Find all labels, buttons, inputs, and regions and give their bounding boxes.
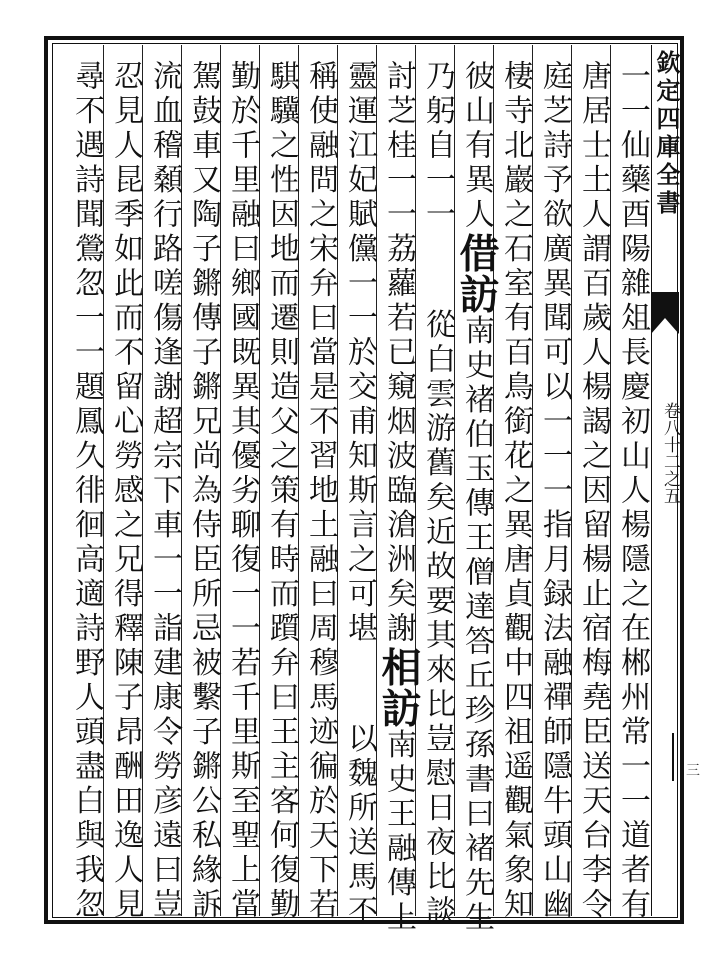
headword: 相訪 [375, 646, 422, 729]
text-column: 勤於千里融曰鄉國既異其優劣聊復一一若千里斯至聖上當 [225, 60, 260, 923]
text-column: 流血稽顙行路嗟傷逢謝超宗下車一一詣建康令勞彦遠曰豈 [147, 60, 182, 923]
text-column: 駕鼓車又陶子鏘傳子鏘兄尚為侍臣所忌被繫子鏘公私緣訴 [186, 60, 221, 923]
library-title: 欽定四庫全書 [652, 50, 681, 218]
text-segment: 討芝桂一一荔蘿若已窺烟波臨滄洲矣謝 [381, 60, 416, 647]
text-segment: 乃躬自一一 [420, 60, 455, 233]
headword: 借訪 [453, 232, 500, 315]
text-segment: 靈運江妃賦儻一一於交甫知斯言之可堪 [342, 60, 377, 647]
chapter-label: 卷八十二之五 [660, 402, 680, 504]
text-column: 一一仙藥酉陽雜俎長慶初山人楊隱之在郴州常一一道者有 [615, 60, 650, 923]
fishtail-mark-icon [651, 292, 679, 334]
text-column: 騏驥之性因地而遷則造父之策有時而躓弁曰王主客何復勤 [264, 60, 299, 923]
headword-note: 南史褚伯玉傳王僧達答丘珍孫書曰褚先生 [459, 314, 494, 936]
text-column: 庭芝詩予欲廣異聞可以一一一指月録法融禪師隱牛頭山幽 [537, 60, 572, 923]
text-column: 棲寺北巖之石室有百鳥銜花之異唐貞觀中四祖遥觀氣象知 [498, 60, 533, 923]
text-column: 尋不遇詩聞鶯忽一一題鳳久徘徊高適詩野人頭盡白與我忽 [69, 60, 104, 923]
text-column [453, 60, 500, 936]
text-column [375, 60, 422, 936]
margin-mark: 三 [686, 763, 700, 779]
headword-note: 以魏所送馬不 [342, 722, 377, 930]
text-column [341, 60, 377, 930]
text-segment: 彼山有異人 [459, 60, 494, 233]
text-column: 忍見人昆季如此而不留心勞感之兄得釋陳子昂酬田逸人見 [108, 60, 143, 923]
text-column: 稱使融問之宋弁曰當是不習地土融曰周穆馬迹徧於天下若 [303, 60, 338, 923]
headword-note: 從白雲游舊矣近故要其來比豈慰日夜比談 [420, 308, 455, 930]
lower-margin-mark [672, 733, 678, 781]
headword-note: 南史王融傳上 [381, 728, 416, 936]
text-column [419, 60, 455, 930]
text-column: 唐居士土人謂百歲人楊謁之因留楊止宿梅堯臣送天台李令 [576, 60, 611, 923]
